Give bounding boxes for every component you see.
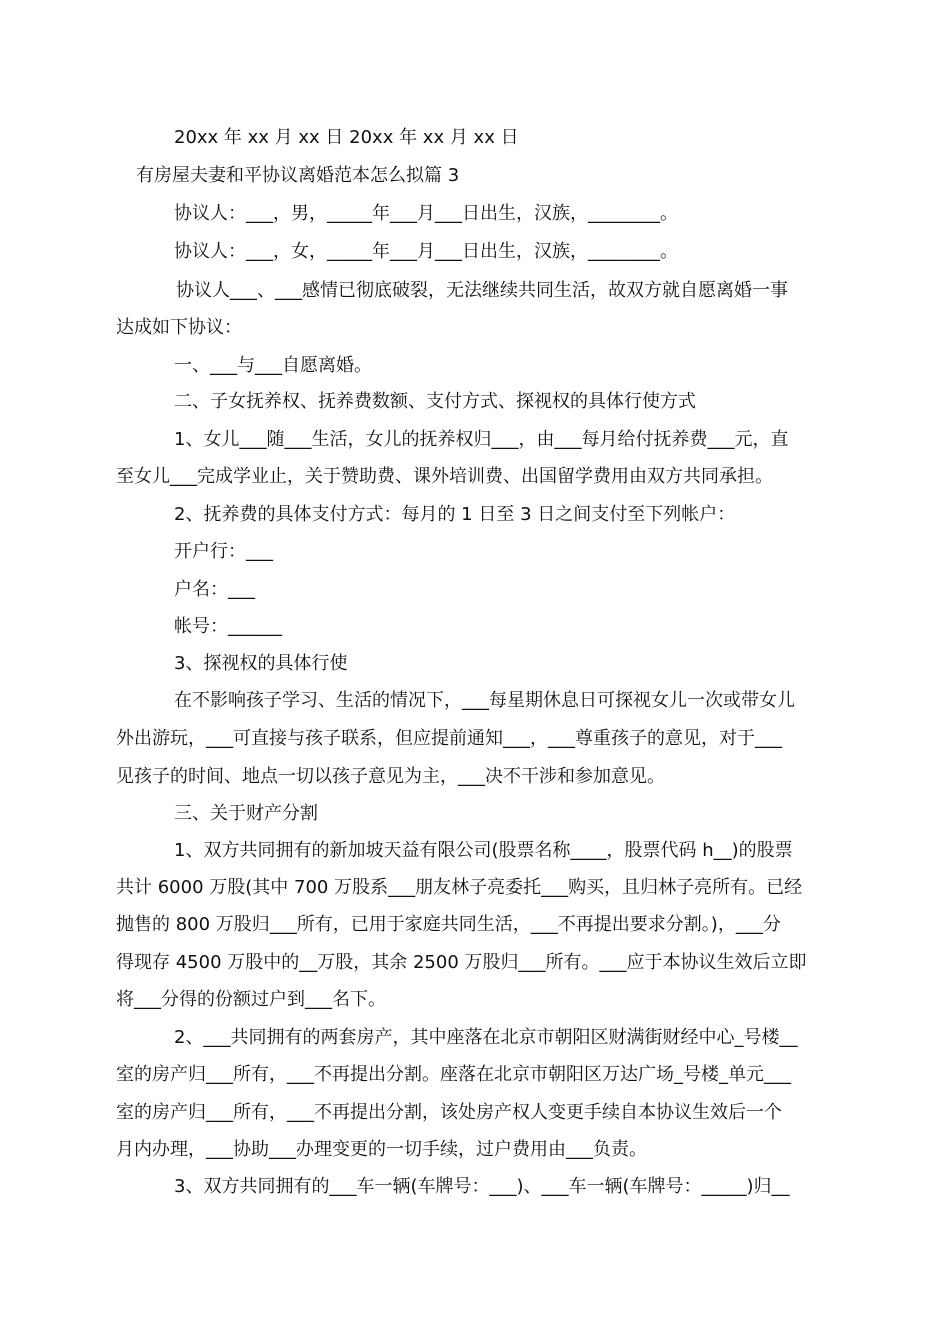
account-name-line: 户名：___ [174,579,255,600]
stock-line-1: 1、双方共同拥有的新加坡天益有限公司(股票名称____，股票代码 h__)的股票 [174,840,793,861]
stock-line-3: 抛售的 800 万股归___所有，已用于家庭共同生活，___不再提出要求分割。)，___分 [116,914,781,935]
visitation-line-2: 外出游玩，___可直接与孩子联系，但应提前通知___，___尊重孩子的意见，对于___ [116,728,782,749]
custody-line-1: 1、女儿___随___生活，女儿的抚养权归___，由___每月给付抚养费___元，直 [174,429,789,450]
house-line-3: 室的房产归___所有，___不再提出分割，该处房产权人变更手续自本协议生效后一个 [116,1102,782,1123]
party-female-line: 协议人：___，女，_____年___月___日出生，汉族，________。 [174,241,678,262]
bank-line: 开户行：___ [174,541,273,562]
clause-custody-heading: 二、子女抚养权、抚养费数额、支付方式、探视权的具体行使方式 [174,391,696,412]
house-line-2: 室的房产归___所有，___不再提出分割。座落在北京市朝阳区万达广场_号楼_单元___ [116,1064,791,1085]
stock-line-4: 得现存 4500 万股中的__万股，其余 2500 万股归___所有。___应于本协议生效后立即 [116,952,807,973]
stock-line-2: 共计 6000 万股(其中 700 万股系___朋友林子亮委托___购买，且归林子亮所有。已经 [116,877,803,898]
party-male-line: 协议人：___，男，_____年___月___日出生，汉族，________。 [174,203,678,224]
house-line-1: 2、___共同拥有的两套房产，其中座落在北京市朝阳区财满街财经中心_号楼__ [174,1027,798,1048]
clause-divorce: 一、___与___自愿离婚。 [174,355,372,376]
payment-method-line: 2、抚养费的具体支付方式：每月的 1 日至 3 日之间支付至下列帐户： [174,504,736,525]
date-line: 20xx 年 xx 月 xx 日 20xx 年 xx 月 xx 日 [174,127,519,148]
preamble-line-1: 协议人___、___感情已彻底破裂，无法继续共同生活，故双方就自愿离婚一事 [176,280,788,301]
visitation-heading: 3、探视权的具体行使 [174,653,348,674]
preamble-line-2: 达成如下协议： [116,317,242,338]
visitation-line-3: 见孩子的时间、地点一切以孩子意见为主，___决不干涉和参加意见。 [116,766,665,787]
stock-line-5: 将___分得的份额过户到___名下。 [116,989,386,1010]
custody-line-2: 至女儿___完成学业止，关于赞助费、课外培训费、出国留学费用由双方共同承担。 [116,466,773,487]
visitation-line-1: 在不影响孩子学习、生活的情况下，___每星期休息日可探视女儿一次或带女儿 [174,690,795,711]
vehicle-line-1: 3、双方共同拥有的___车一辆(车牌号：___)、___车一辆(车牌号：_____)归__ [174,1176,790,1197]
house-line-4: 月内办理，___协助___办理变更的一切手续，过户费用由___负责。 [116,1139,647,1160]
property-heading: 三、关于财产分割 [174,803,318,824]
account-number-line: 帐号：______ [174,616,282,637]
section-title: 有房屋夫妻和平协议离婚范本怎么拟篇 3 [136,165,460,186]
